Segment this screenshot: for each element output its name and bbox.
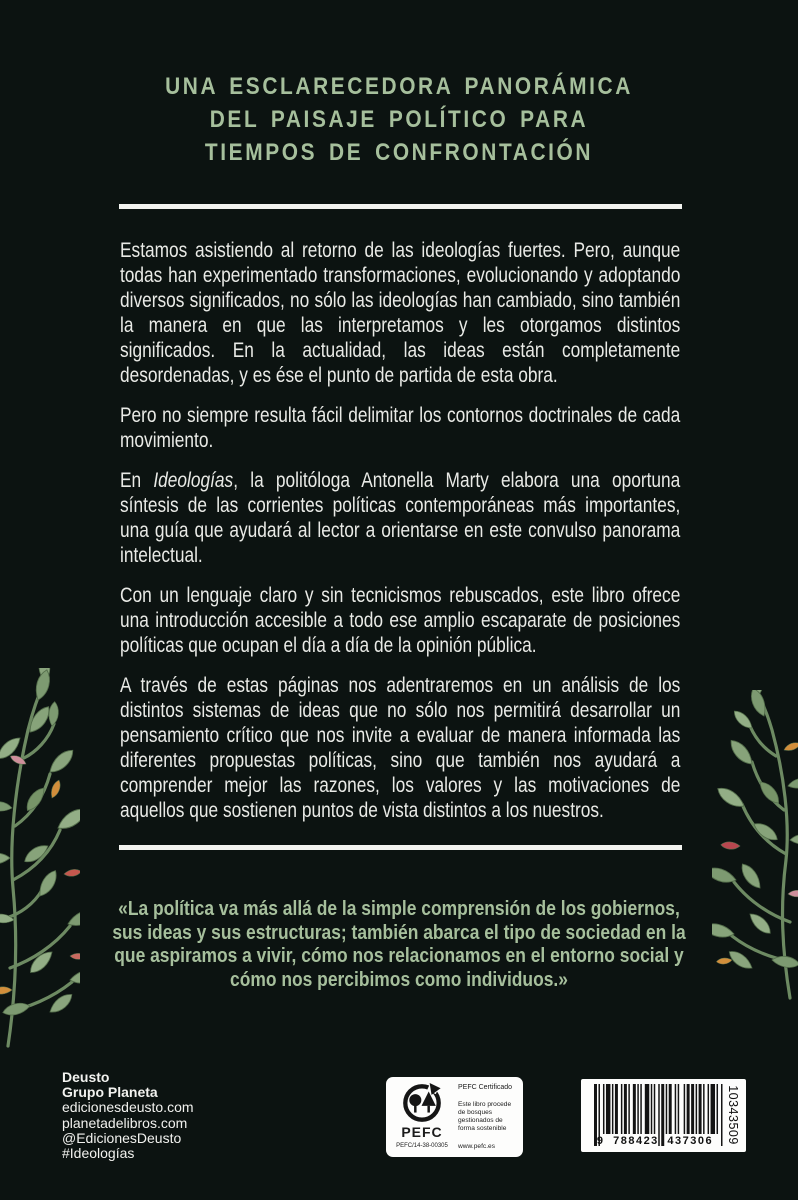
pefc-logo-column [392, 1082, 452, 1153]
synopsis-paragraph-3 [120, 468, 680, 568]
pefc-website: www.pefc.es [458, 1143, 496, 1150]
publisher-hashtag: #Ideologías [62, 1145, 135, 1162]
right-plant-illustration [712, 690, 798, 1002]
divider-bottom [119, 845, 682, 850]
left-plant-illustration [0, 668, 80, 1050]
pefc-text-column [452, 1082, 517, 1153]
synopsis-paragraph-2: Pero no siempre resulta fácil delimitar los contornos doctrinales de cada movimiento. [120, 404, 681, 452]
pull-quote: «La política va más allá de la simple comprensión de los gobiernos, sus ideas y sus estructuras; también abarca el tipo de sociedad en la que aspiramos a vivir, cómo nos relacionamos en el entorno social y cómo nos percibimos como individuos.» [112, 897, 686, 991]
publisher-imprint: Deusto [62, 1069, 110, 1085]
publisher-social-handle: @EdicionesDeusto [62, 1129, 182, 1146]
pefc-license-number: PEFC/14-38-00305 [396, 1143, 448, 1149]
product-code-number: 10343509 [726, 1085, 740, 1145]
pefc-claim-text: Este libro procede de bosques gestionados de forma sostenible [458, 1101, 512, 1132]
divider-top [119, 204, 682, 209]
pefc-certification-label [386, 1077, 523, 1157]
paragraph-text: , la politóloga Antonella Marty elabora una oportuna síntesis de las corrientes políticas contemporáneas más importantes, una guía que ayudará al lector a orientarse en este convulso panorama intelectual. [120, 469, 681, 567]
synopsis-paragraph-1: Estamos asistiendo al retorno de las ideologías fuertes. Pero, aunque todas han experimentado transformaciones, evolucionando y adoptando diversos significados, no sólo las ideologías han cambiado, sino también la manera en que las interpretamos y les otorgamos distintos significados. En la actualidad, las ideas están completamente desordenadas, y es ése el punto de partida de esta obra. [120, 239, 681, 387]
publisher-block [62, 1070, 194, 1161]
publisher-site-2: planetadelibros.com [62, 1114, 188, 1131]
headline-line-3: TIEMPOS DE CONFRONTACIÓN [204, 139, 594, 166]
publisher-group: Grupo Planeta [62, 1084, 158, 1101]
pefc-trees-icon [401, 1082, 443, 1124]
isbn-ean-number: 9 788423 437306 [596, 1135, 714, 1147]
synopsis-paragraph-5: A través de estas páginas nos adentraremos en un análisis de los distintos sistemas de ideas que no sólo nos permitirá desarrollar un pensamiento crítico que nos invite a evaluar de manera informada las diferentes propuestas políticas, sino que también nos ayudará a comprender mejor las razones, los valores y las motivaciones de aquellos que sostienen puntos de vista distintos a los nuestros. [120, 674, 681, 822]
synopsis [120, 238, 680, 838]
synopsis-paragraph-4: Con un lenguaje claro y sin tecnicismos rebuscados, este libro ofrece una introducción accesible a todo ese amplio escaparate de posiciones políticas que ocupan el día a día de la opinión pública. [120, 584, 681, 657]
headline-line-1: UNA ESCLARECEDORA PANORÁMICA [165, 73, 633, 100]
book-title-italic: Ideologías [153, 469, 234, 492]
pefc-certified-label: PEFC Certificado [458, 1084, 513, 1091]
headline [52, 70, 746, 169]
isbn-barcode [581, 1079, 746, 1152]
publisher-site-1: edicionesdeusto.com [62, 1099, 194, 1116]
headline-line-2: DEL PAISAJE POLÍTICO PARA [209, 106, 589, 133]
paragraph-text: En [120, 469, 154, 492]
pefc-wordmark: PEFC [401, 1124, 443, 1140]
